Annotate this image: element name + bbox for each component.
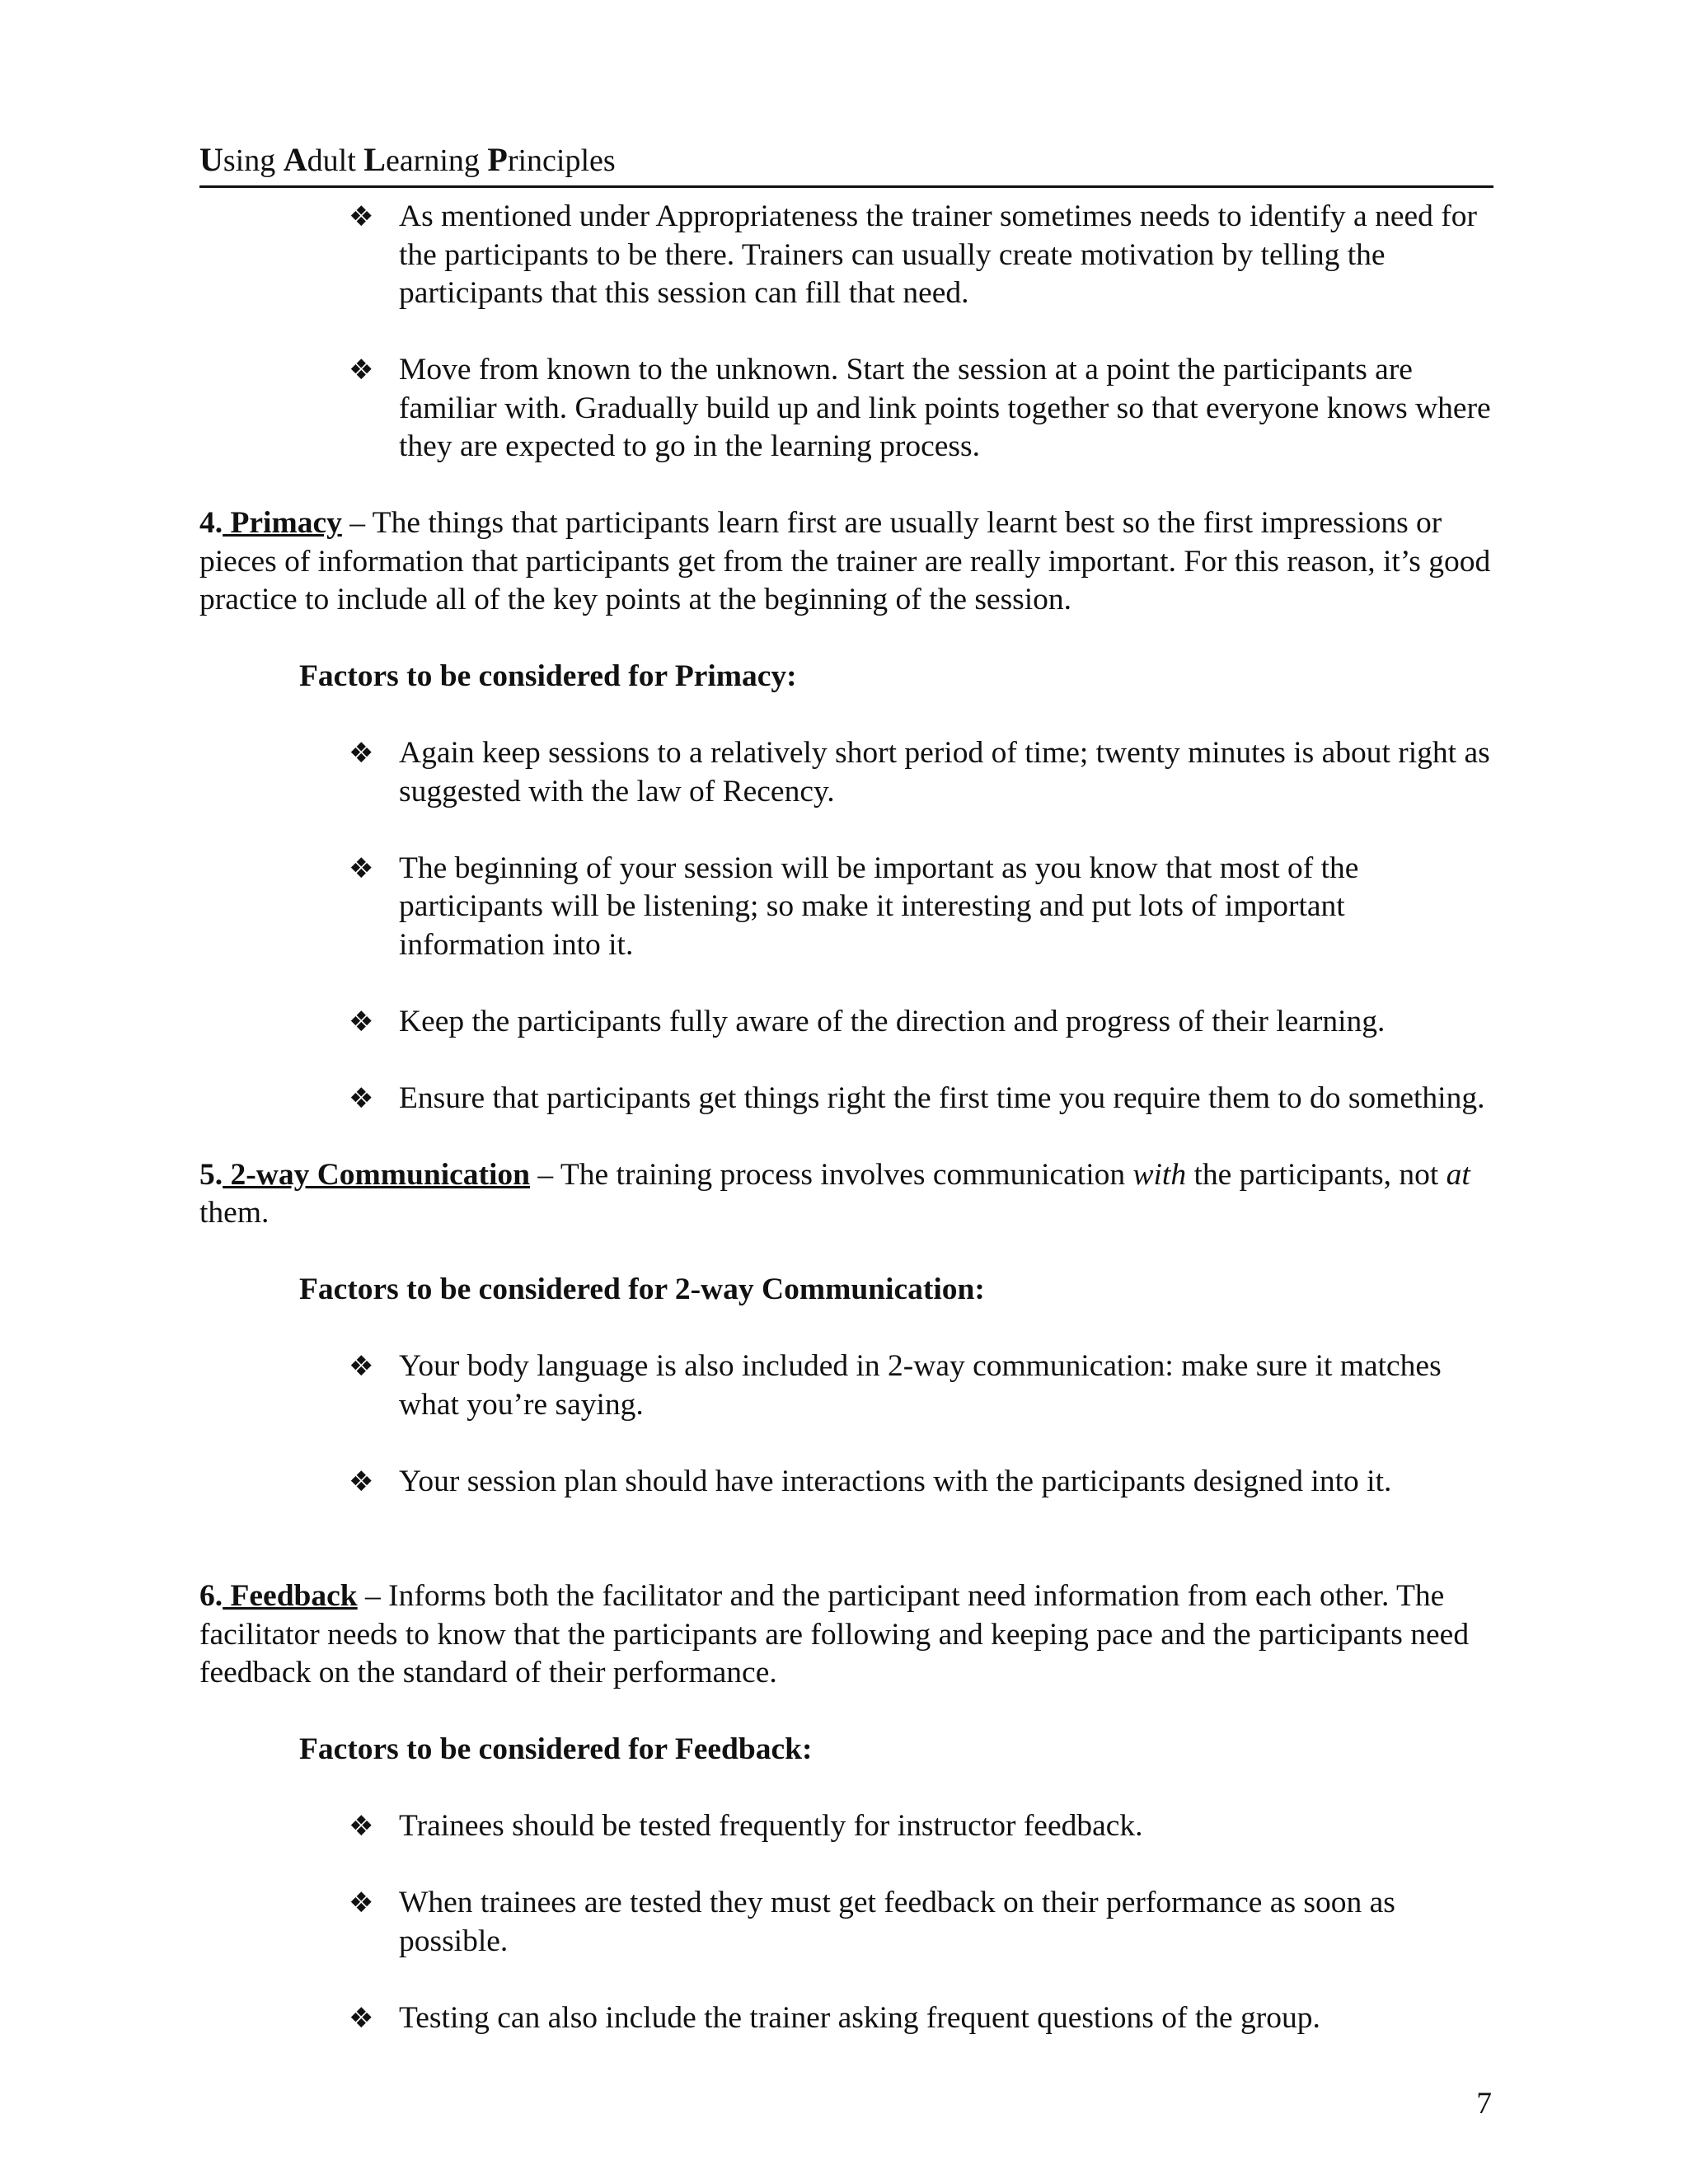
section-primacy-title: Primacy: [230, 506, 342, 540]
diamond-bullet-icon: ❖: [349, 1005, 374, 1038]
list-item: ❖ The beginning of your session will be important as you know that most of the participants will be listening; so make it interesting and put lots of important information into it.: [349, 851, 1359, 962]
feedback-factors-heading: Factors to be considered for Feedback:: [299, 1732, 813, 1766]
running-header: Using Adult Learning Principles: [199, 137, 1493, 188]
diamond-bullet-icon: ❖: [349, 737, 374, 770]
list-item: ❖ Move from known to the unknown. Start the session at a point the participants are familiar with. Gradually build up and link points together so that everyone knows where they are expected to go in the learning process.: [349, 353, 1491, 463]
communication-factors-heading: Factors to be considered for 2-way Communication:: [299, 1272, 985, 1306]
intro-bullet-list: [199, 198, 1493, 466]
diamond-bullet-icon: ❖: [349, 1350, 374, 1383]
list-item: ❖ Again keep sessions to a relatively short period of time; twenty minutes is about right as suggested with the law of Recency.: [349, 736, 1490, 808]
communication-bullet-list: [199, 1347, 1493, 1501]
diamond-bullet-icon: ❖: [349, 851, 374, 885]
primacy-factors-heading: Factors to be considered for Primacy:: [299, 659, 797, 693]
section-communication-title: 2-way Communication: [230, 1157, 531, 1192]
page-body: [199, 198, 1493, 2076]
list-item: ❖ Your session plan should have interactions with the participants designed into it.: [199, 1463, 1493, 1502]
page-number: 7: [1476, 2087, 1492, 2121]
diamond-bullet-icon: ❖: [349, 2001, 374, 2035]
diamond-bullet-icon: ❖: [349, 1465, 374, 1498]
list-item: ❖ Ensure that participants get things right the first time you require them to do something.: [199, 1080, 1493, 1118]
diamond-bullet-icon: ❖: [349, 1886, 374, 1919]
list-item: ❖ Keep the participants fully aware of the direction and progress of their learning.: [199, 1003, 1493, 1042]
section-primacy-paragraph: 4. Primacy – The things that participants learn first are usually learnt best so the first impressions or pieces of information that participants get from the trainer are really important. For this reason, it’s good practice to include all of the key points at the beginning of the session.: [199, 506, 1491, 616]
feedback-bullet-list: [199, 1807, 1493, 2037]
diamond-bullet-icon: ❖: [349, 354, 374, 387]
spacer: [199, 1540, 1493, 1578]
list-item: ❖ As mentioned under Appropriateness the trainer sometimes needs to identify a need for the participants to be there. Trainers can usually create motivation by telling the participants that this session can fill that need.: [349, 199, 1477, 310]
section-communication-paragraph: 5. 2-way Communication – The training process involves communication with the participants, not at them.: [199, 1157, 1470, 1230]
list-item: ❖ Your body language is also included in 2-way communication: make sure it matches what you’re saying.: [349, 1349, 1442, 1422]
section-feedback-paragraph: 6. Feedback – Informs both the facilitator and the participant need information from each other. The facilitator needs to know that the participants are following and keeping pace and the participants need feedback on the standard of their performance.: [199, 1579, 1470, 1690]
diamond-bullet-icon: ❖: [349, 1810, 374, 1843]
primacy-bullet-list: [199, 734, 1493, 1118]
diamond-bullet-icon: ❖: [349, 200, 374, 233]
list-item: ❖ Testing can also include the trainer asking frequent questions of the group.: [199, 1999, 1493, 2038]
list-item: ❖ When trainees are tested they must get feedback on their performance as soon as possible.: [349, 1886, 1395, 1958]
list-item: ❖ Trainees should be tested frequently for instructor feedback.: [199, 1807, 1493, 1846]
section-feedback-title: Feedback: [230, 1579, 358, 1613]
diamond-bullet-icon: ❖: [349, 1081, 374, 1115]
